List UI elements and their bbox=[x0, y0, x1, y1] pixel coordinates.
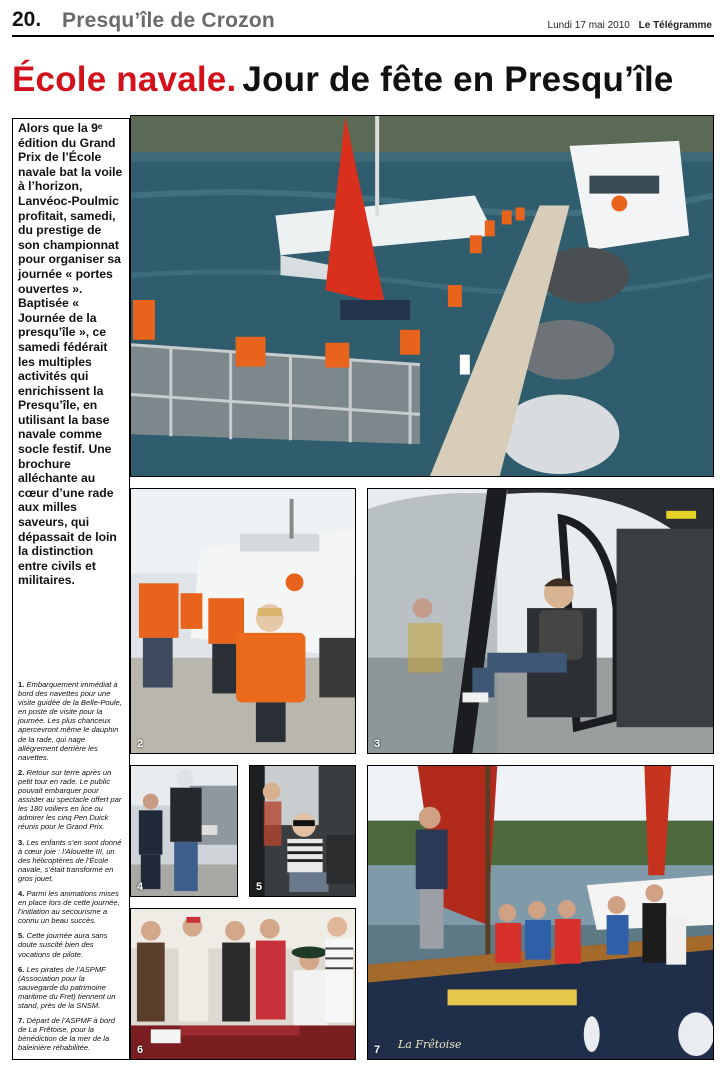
caption-2: 2. Retour sur terre après un petit tour en rade. Le public pouvait embarquer pour assister au spectacle offert par les 180 voiliers en lice ou admirer les cinq Pen Duick réunis pour le Grand Prix. bbox=[18, 767, 122, 832]
photo-6-pirates bbox=[130, 908, 356, 1060]
photo-1-harbour bbox=[130, 115, 714, 477]
captions bbox=[18, 680, 124, 1058]
caption-6: 6. Les pirates de l’ASPMF (Association pour la sauvegarde du patrimoine maritime du Fret) tiennent un stand, près de la SNSM. bbox=[18, 964, 116, 1010]
boat-name: La Frêtoise bbox=[398, 1038, 462, 1051]
publication-name: Le Télégramme bbox=[638, 20, 712, 31]
photo-3-helicopter bbox=[367, 488, 714, 754]
photo-number: 6 bbox=[137, 1044, 144, 1056]
issue-date: Lundi 17 mai 2010 bbox=[547, 20, 630, 31]
caption-5: 5. Cette journée aura sans doute suscité bien des vocations de pilote. bbox=[18, 931, 108, 959]
caption-4: 4. Parmi les animations mises en place lors de cette journée, l’initiation au secourisme a connu un beau succès. bbox=[18, 888, 120, 926]
photo-5-pilot bbox=[249, 765, 356, 897]
page-number: 20. bbox=[12, 8, 42, 31]
photo-number: 7 bbox=[374, 1044, 381, 1056]
photo-number: 5 bbox=[256, 881, 263, 893]
section-title: Presqu’île de Crozon bbox=[62, 9, 275, 32]
intro-text: Alors que la 9ᵉ édition du Grand Prix de l’École navale bat la voile à l’horizon, Lanvéoc-Poulmic profitait, samedi, du prestige de son championnat pour organiser sa journée « portes ouvertes ». Baptisée « Journée de la presqu’île », ce samedi fédérait les multiples activités qui enrichissent la Presqu’île, en utilisant la base navale comme socle festif. Une brochure alléchante au cœur d’une rade aux milles saveurs, qui dépassait de loin la distinction entre civils et militaires. bbox=[18, 121, 123, 588]
headline bbox=[12, 60, 674, 100]
photo-number: 4 bbox=[137, 881, 144, 893]
caption-3: 3. Les enfants s’en sont donné à cœur joie : l’Alouette III, un des hélicoptères de l’École navale, s’était transformé en gros jouet. bbox=[18, 837, 122, 883]
photo-2-boy-lifejacket bbox=[130, 488, 356, 754]
headline-kicker: École navale. bbox=[12, 60, 237, 99]
header-rule bbox=[12, 35, 714, 37]
photo-4-first-aid bbox=[130, 765, 238, 897]
dateline bbox=[548, 20, 712, 31]
caption-1: 1. Embarquement immédiat à bord des navettes pour une visite guidée de la Belle-Poule, en poste de visite pour la journée. Les plus chanceux apercevront même le dauphin de la rade, qui nage allégrement derrière les navettes. bbox=[18, 680, 122, 762]
photo-number: 2 bbox=[137, 738, 144, 750]
headline-title: Jour de fête en Presqu’île bbox=[242, 60, 674, 99]
caption-7: 7. Départ de l’ASPMF à bord de La Frêtoise, pour la bénédiction de la mer de la baleinière réhabilitée. bbox=[18, 1016, 115, 1053]
photo-7-la-fretoise bbox=[367, 765, 714, 1060]
photo-number: 3 bbox=[374, 738, 381, 750]
